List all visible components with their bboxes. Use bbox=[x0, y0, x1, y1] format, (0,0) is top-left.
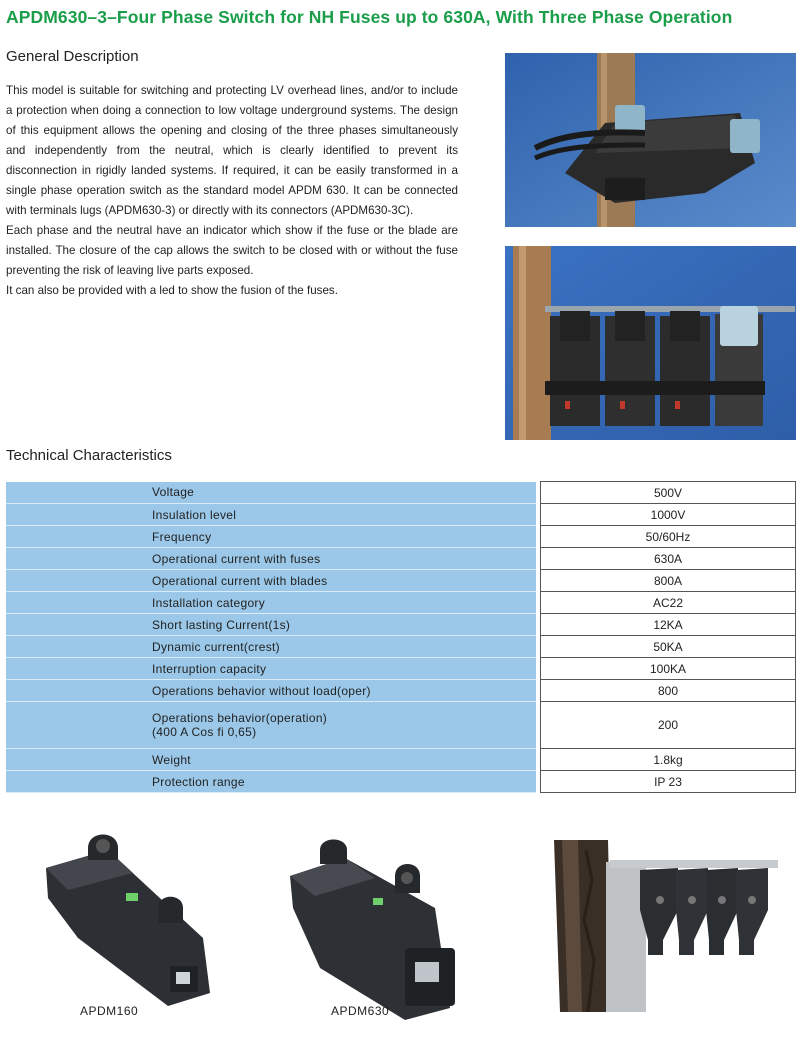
spec-label: Interruption capacity bbox=[6, 658, 536, 680]
spec-value: 800 bbox=[541, 680, 796, 702]
spec-label: Dynamic current(crest) bbox=[6, 636, 536, 658]
table-row bbox=[6, 658, 796, 680]
spec-label: Frequency bbox=[6, 526, 536, 548]
specifications-table bbox=[6, 481, 796, 793]
spec-value: 630A bbox=[541, 548, 796, 570]
spec-value: 100KA bbox=[541, 658, 796, 680]
description-paragraph: Each phase and the neutral have an indicator which show if the fuse or the blade are installed. The closure of the cap allows the switch to be closed with or without the fuse preventing the risk of leaving live parts exposed. bbox=[6, 224, 458, 277]
spec-label: Weight bbox=[6, 749, 536, 771]
table-row bbox=[6, 482, 796, 504]
table-row bbox=[6, 614, 796, 636]
apdm160-product-image bbox=[38, 828, 218, 1008]
spec-label: Insulation level bbox=[6, 504, 536, 526]
table-row bbox=[6, 680, 796, 702]
table-row bbox=[6, 749, 796, 771]
spec-value: 1.8kg bbox=[541, 749, 796, 771]
spec-label: Operational current with blades bbox=[6, 570, 536, 592]
spec-value: 500V bbox=[541, 482, 796, 504]
apdm630-caption: APDM630 bbox=[331, 1004, 390, 1018]
spec-value: 1000V bbox=[541, 504, 796, 526]
table-row bbox=[6, 636, 796, 658]
technical-characteristics-heading: Technical Characteristics bbox=[6, 447, 172, 464]
spec-label: Voltage bbox=[6, 482, 536, 504]
apdm160-caption: APDM160 bbox=[80, 1004, 139, 1018]
pole-assembly-product-image bbox=[548, 840, 778, 1012]
apdm630-product-image bbox=[285, 838, 470, 1023]
spec-label: Installation category bbox=[6, 592, 536, 614]
spec-label: Operations behavior without load(oper) bbox=[6, 680, 536, 702]
description-paragraph: It can also be provided with a led to show the fusion of the fuses. bbox=[6, 284, 338, 297]
general-description-heading: General Description bbox=[6, 48, 139, 65]
description-text bbox=[6, 81, 458, 301]
table-row bbox=[6, 771, 796, 793]
spec-label: Protection range bbox=[6, 771, 536, 793]
description-paragraph: This model is suitable for switching and protecting LV overhead lines, and/or to include a protection when doing a connection to low voltage underground systems. The design of this equipment allows the opening and closing of the three phases simultaneously and independently from the neutral, which is clearly identified to prevent its disconnection in rigidly landed systems. If required, it can be easily transformed in a single phase operation switch as the standard model APDM 630. It can be connected with terminals lugs (APDM630-3) or directly with its connectors (APDM630-3C). bbox=[6, 84, 458, 217]
table-row bbox=[6, 570, 796, 592]
spec-value: 200 bbox=[541, 702, 796, 749]
spec-label-line: (400 A Cos fi 0,65) bbox=[152, 725, 257, 739]
spec-value: 50/60Hz bbox=[541, 526, 796, 548]
spec-value: 50KA bbox=[541, 636, 796, 658]
four-switches-photo bbox=[505, 246, 796, 440]
spec-value: 12KA bbox=[541, 614, 796, 636]
table-row bbox=[6, 548, 796, 570]
spec-value: AC22 bbox=[541, 592, 796, 614]
spec-label bbox=[6, 702, 536, 749]
spec-label: Operational current with fuses bbox=[6, 548, 536, 570]
switch-on-pole-photo bbox=[505, 53, 796, 227]
spec-value: IP 23 bbox=[541, 771, 796, 793]
spec-value: 800A bbox=[541, 570, 796, 592]
table-row bbox=[6, 504, 796, 526]
spec-label-line: Operations behavior(operation) bbox=[152, 711, 328, 725]
table-row bbox=[6, 702, 796, 749]
page-title: APDM630–3–Four Phase Switch for NH Fuses up to 630A, With Three Phase Operation bbox=[6, 7, 733, 27]
table-row bbox=[6, 526, 796, 548]
spec-label: Short lasting Current(1s) bbox=[6, 614, 536, 636]
table-row bbox=[6, 592, 796, 614]
